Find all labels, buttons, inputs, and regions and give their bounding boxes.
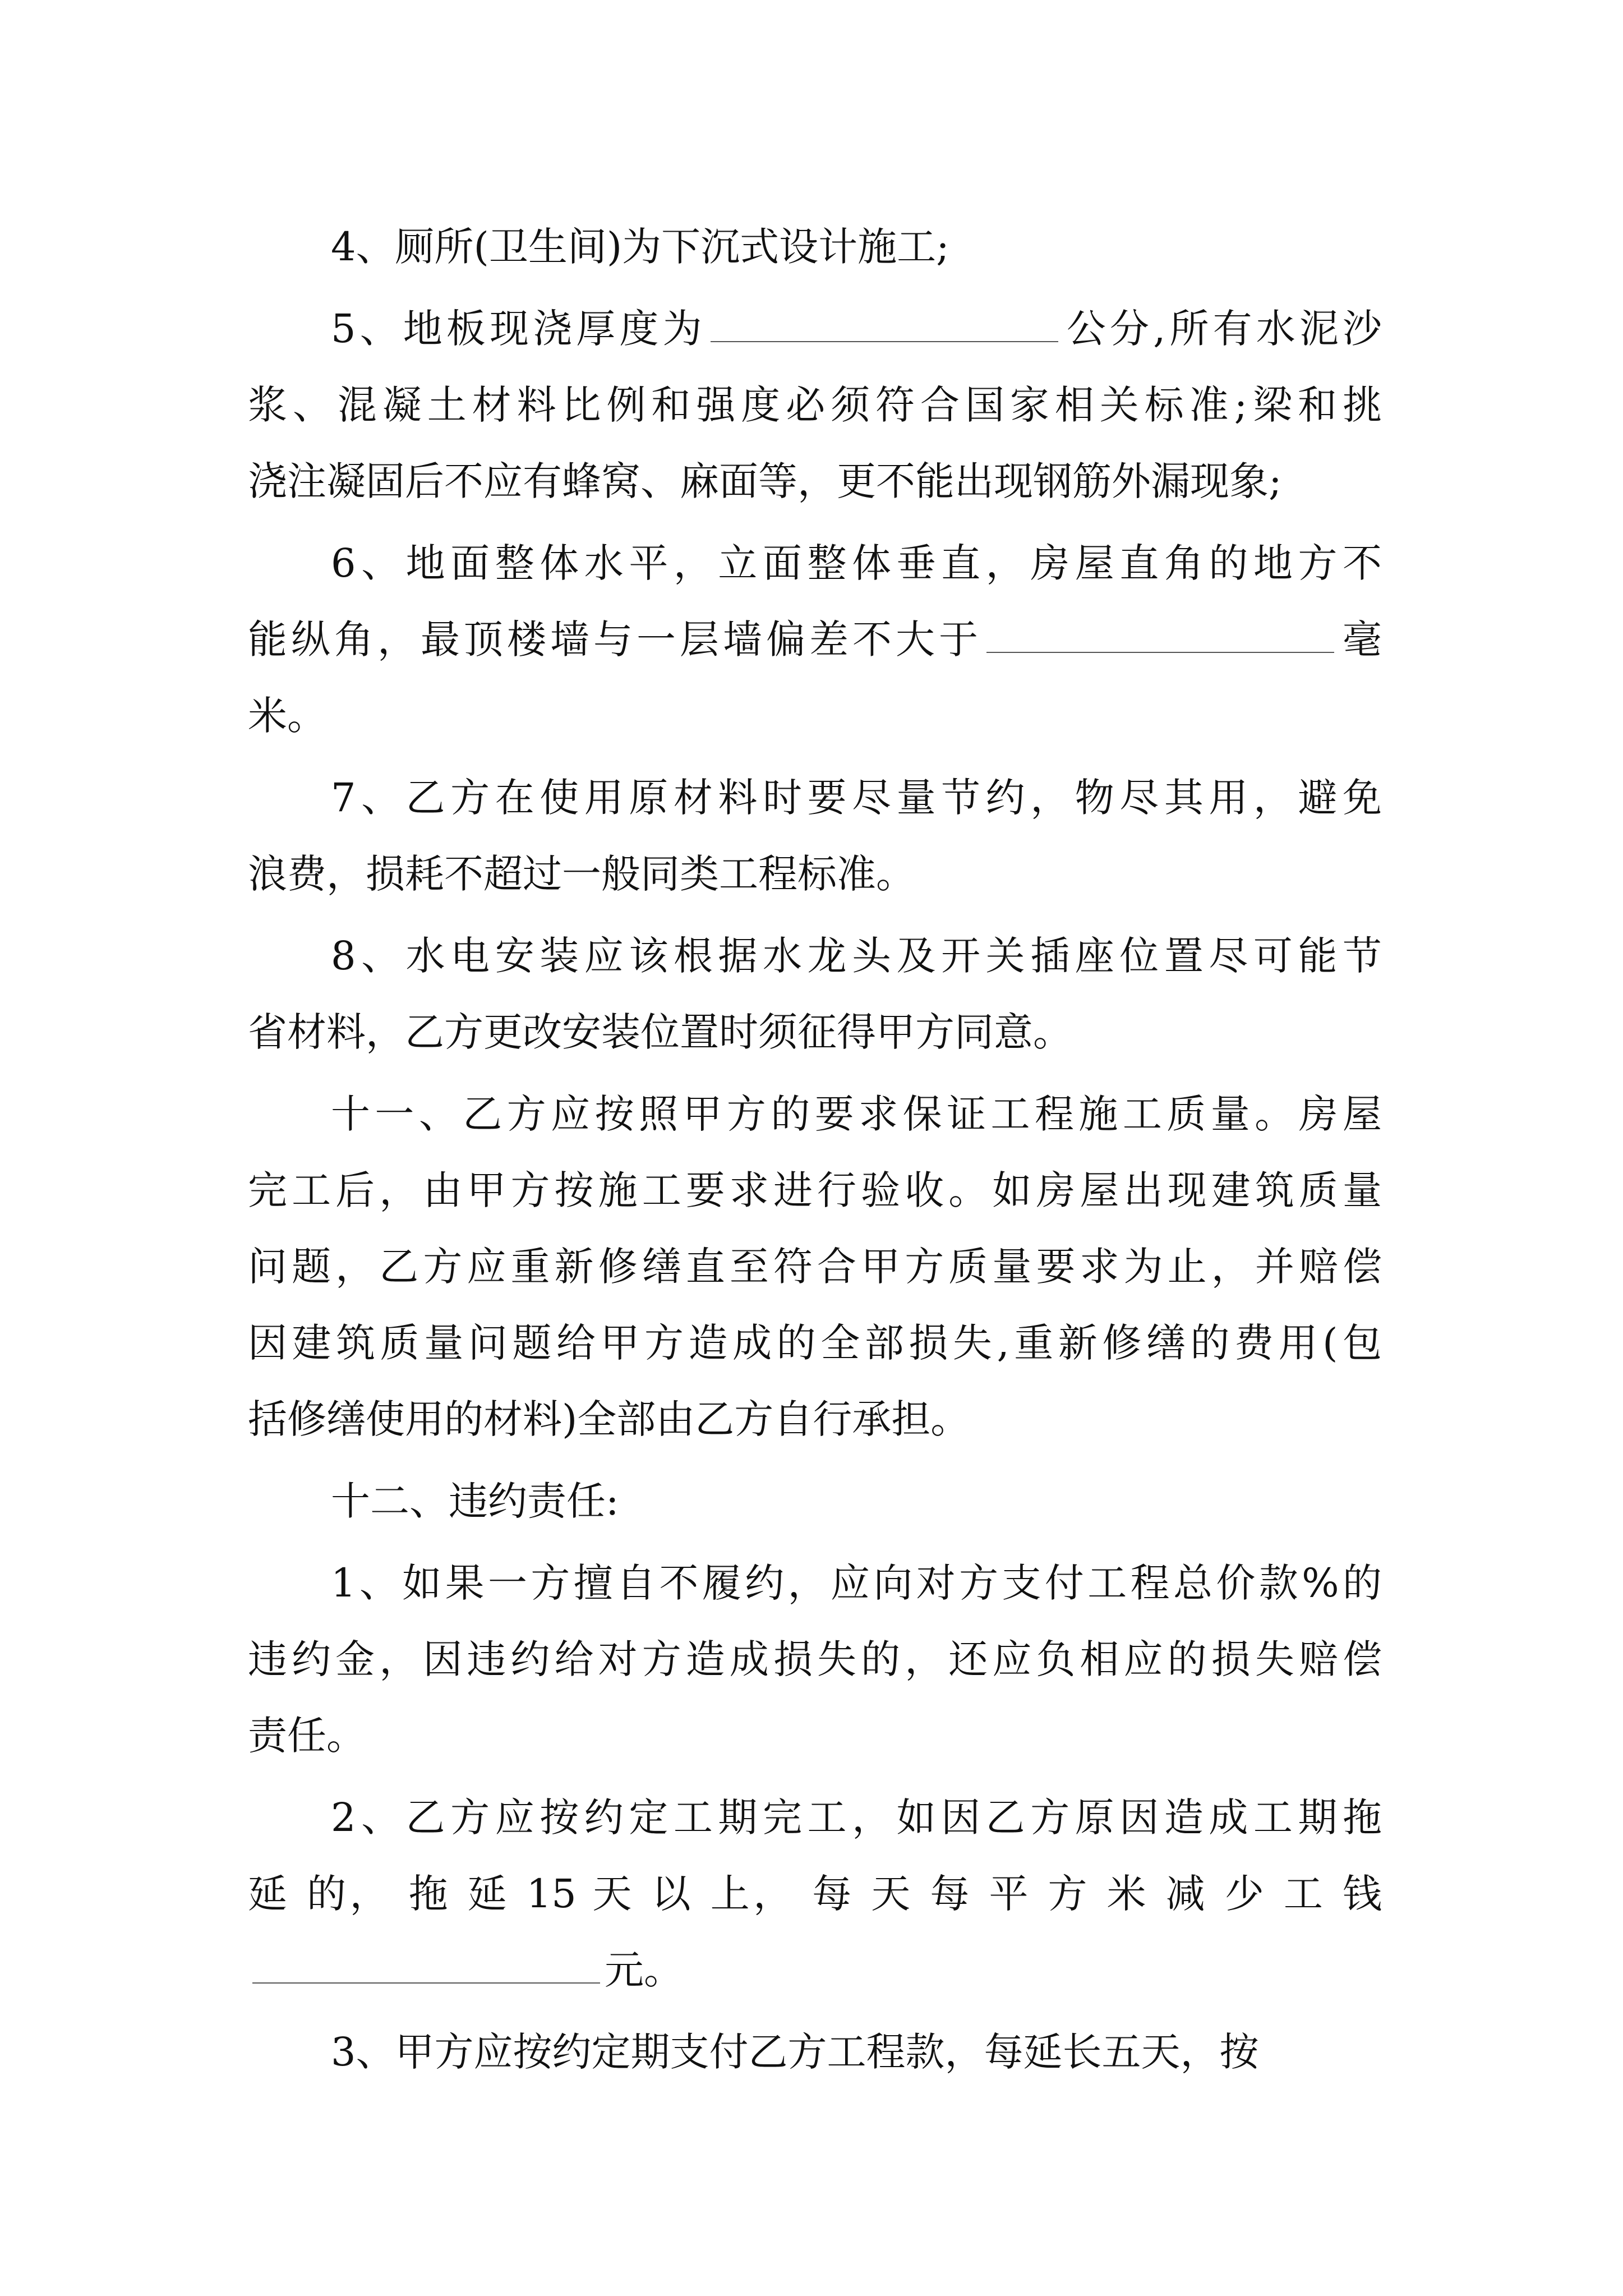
text-line: 5、地板现浇厚度为 公分,所有水泥沙 (248, 291, 1382, 367)
paragraph (248, 291, 1382, 519)
text-line: 问题，乙方应重新修缮直至符合甲方质量要求为止，并赔偿 (248, 1244, 1382, 1290)
fill-in-blank (252, 1943, 600, 1984)
text-line: 违约金，因违约给对方造成损失的，还应负相应的损失赔偿 (248, 1636, 1382, 1682)
text-line: 浆、混凝土材料比例和强度必须符合国家相关标准;梁和挑 (248, 382, 1382, 428)
fill-in-blank (711, 302, 1058, 342)
paragraph (248, 525, 1382, 754)
paragraph (248, 2014, 1382, 2090)
text-line: 7、乙方在使用原材料时要尽量节约，物尽其用，避免 (331, 775, 1382, 821)
text-line: 8、水电安装应该根据水龙头及开关插座位置尽可能节 (331, 933, 1382, 979)
text-line: 因建筑质量问题给甲方造成的全部损失,重新修缮的费用(包 (248, 1320, 1382, 1366)
paragraph (248, 209, 1382, 285)
paragraph (248, 918, 1382, 1070)
text-line: 责任。 (248, 1713, 366, 1759)
paragraph (248, 1779, 1382, 2008)
text-line: 能纵角，最顶楼墙与一层墙偏差不大于 毫 (248, 601, 1382, 678)
text-line: 3、甲方应按约定期支付乙方工程款，每延长五天，按 (331, 2029, 1259, 2075)
text-line: 2、乙方应按约定工期完工，如因乙方原因造成工期拖 (331, 1795, 1382, 1841)
fill-in-blank (986, 613, 1334, 653)
text-line: 浇注凝固后不应有蜂窝、麻面等，更不能出现钢筋外漏现象; (248, 458, 1282, 504)
text-line: 4、厕所(卫生间)为下沉式设计施工; (331, 224, 949, 270)
text-line: 括修缮使用的材料)全部由乙方自行承担。 (248, 1396, 970, 1442)
text-line: 完工后，由甲方按施工要求进行验收。如房屋出现建筑质量 (248, 1167, 1382, 1213)
text-line: 省材料，乙方更改安装位置时须征得甲方同意。 (248, 1009, 1072, 1055)
text-line: 十一、乙方应按照甲方的要求保证工程施工质量。房屋 (331, 1091, 1382, 1137)
paragraph (248, 1076, 1382, 1457)
text-line: 延 的， 拖 延 15 天 以 上， 每 天 每 平 方 米 减 少 工 钱 (248, 1871, 1382, 1917)
text-line: 1、如果一方擅自不履约，应向对方支付工程总价款%的 (331, 1560, 1382, 1606)
text-line: 十二、违约责任: (331, 1478, 619, 1524)
text-line: 6、地面整体水平，立面整体垂直，房屋直角的地方不 (331, 540, 1382, 586)
text-line: 元。 (248, 1932, 1382, 2008)
text-line: 米。 (248, 693, 326, 739)
text-line: 浪费，损耗不超过一般同类工程标准。 (248, 851, 915, 897)
paragraph (248, 760, 1382, 912)
document-body (248, 209, 1382, 2090)
paragraph (248, 1463, 1382, 1539)
paragraph (248, 1545, 1382, 1774)
